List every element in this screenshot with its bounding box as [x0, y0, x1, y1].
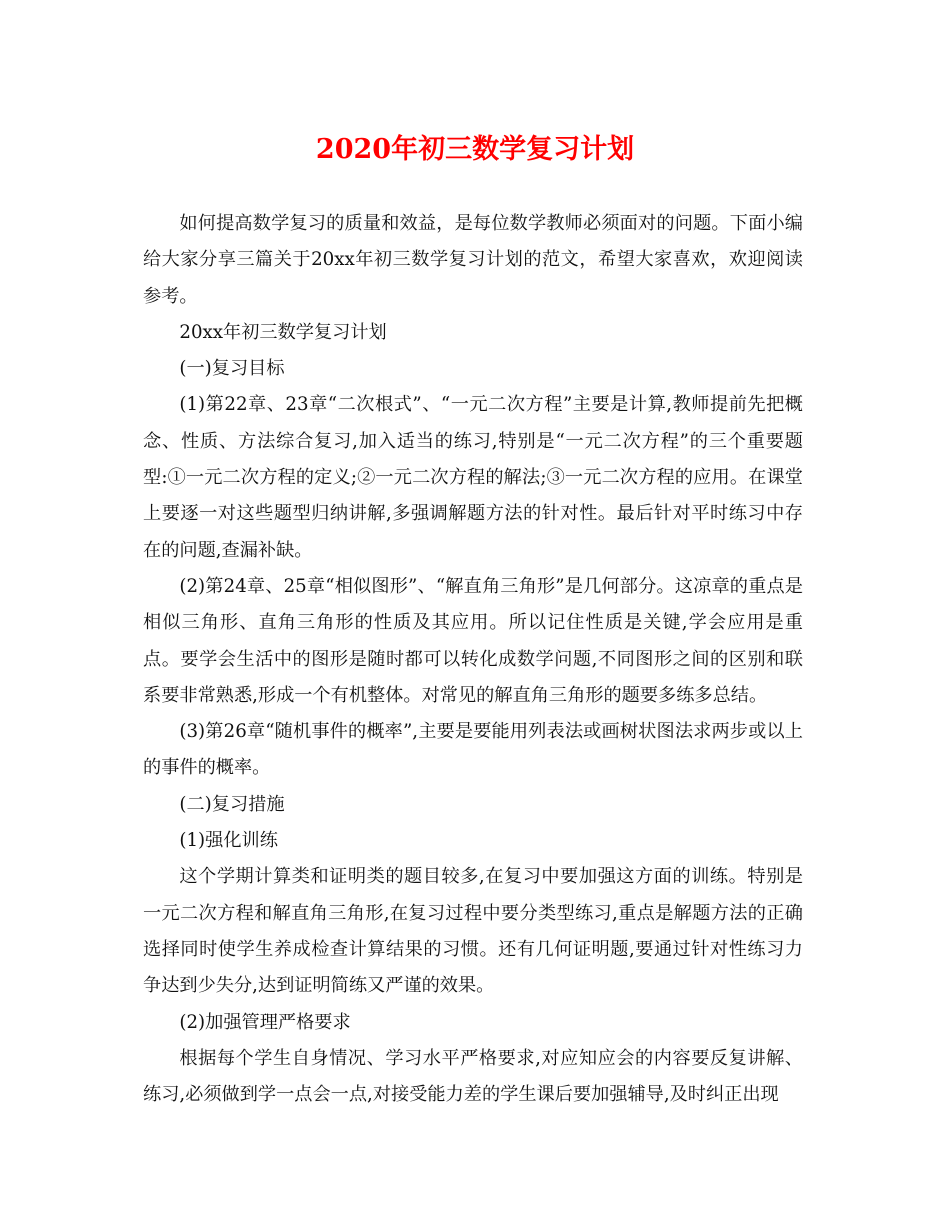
document-title: 2020年初三数学复习计划 [315, 134, 635, 165]
paragraph-management: 根据每个学生自身情况、学习水平严格要求,对应知应会的内容要反复讲解、练习,必须做到学一点会一点,对接受能力差的学生课后要加强辅导,及时纠正出现 [143, 1047, 803, 1106]
section-heading-review-goals: (一)复习目标 [179, 358, 285, 380]
paragraph-subtitle: 20xx年初三数学复习计划 [179, 321, 387, 343]
section-heading-review-measures: (二)复习措施 [179, 793, 285, 815]
paragraph-goal-2: (2)第24章、25章“相似图形”、“解直角三角形”是几何部分。这凉章的重点是相似三角形、直角三角形的性质及其应用。所以记住性质是关键,学会应用是重点。要学会生活中的图形是随时都可以转化成数学问题,不同图形之间的区别和联系要非常熟悉,形成一个有机整体。对常见的解直角三角形的题要多练多总结。 [143, 575, 803, 706]
paragraph-training: 这个学期计算类和证明类的题目较多,在复习中要加强这方面的训练。特别是一元二次方程和解直角三角形,在复习过程中要分类型练习,重点是解题方法的正确选择同时使学生养成检查计算结果的习惯。还有几何证明题,要通过针对性练习力争达到少失分,达到证明简练又严谨的效果。 [143, 866, 803, 997]
paragraph-intro: 如何提高数学复习的质量和效益，是每位数学教师必须面对的问题。下面小编给大家分享三篇关于20xx年初三数学复习计划的范文，希望大家喜欢，欢迎阅读参考。 [143, 213, 803, 307]
subheading-intensive-training: (1)强化训练 [179, 830, 278, 852]
subheading-strict-management: (2)加强管理严格要求 [179, 1011, 351, 1033]
paragraph-goal-1: (1)第22章、23章“二次根式”、“一元二次方程”主要是计算,教师提前先把概念、性质、方法综合复习,加入适当的练习,特别是“一元二次方程”的三个重要题型:①一元二次方程的定义;②一元二次方程的解法;③一元二次方程的应用。在课堂上要逐一对这些题型归纳讲解,多强调解题方法的针对性。最后针对平时练习中存在的问题,查漏补缺。 [143, 394, 803, 561]
paragraph-goal-3: (3)第26章“随机事件的概率”,主要是要能用列表法或画树状图法求两步或以上的事件的概率。 [143, 721, 803, 779]
document-body [143, 206, 803, 1113]
